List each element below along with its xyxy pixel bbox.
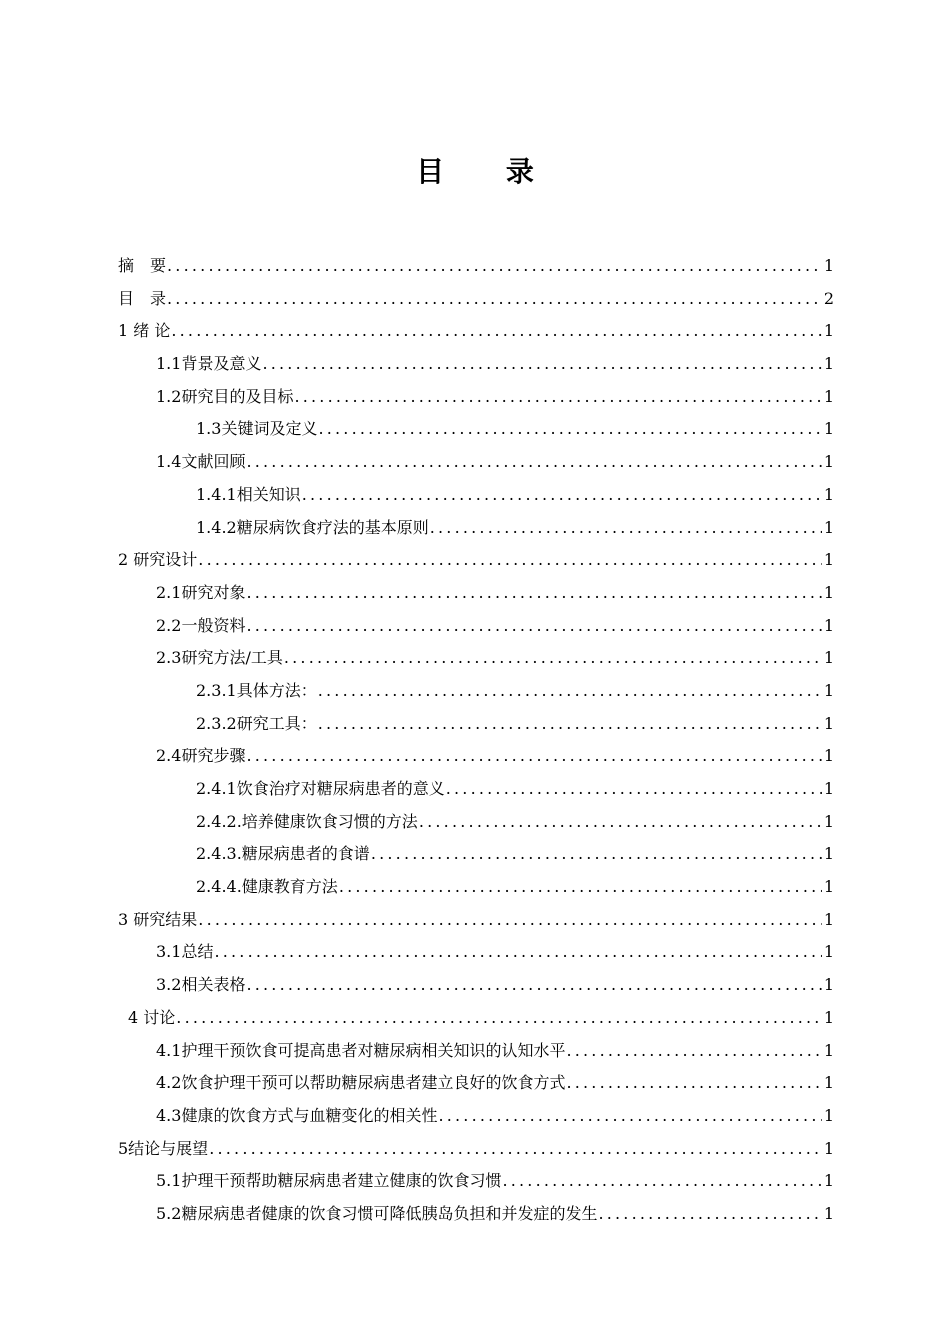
toc-dot-leader xyxy=(446,773,822,806)
toc-entry[interactable] xyxy=(118,838,834,871)
toc-entry-label: 1.4文献回顾 xyxy=(156,452,246,472)
toc-dot-leader xyxy=(371,838,822,871)
toc-dot-leader xyxy=(246,577,821,610)
toc-dot-leader xyxy=(262,348,821,381)
toc-entry-page-number: 1 xyxy=(823,615,834,635)
toc-entry[interactable] xyxy=(118,610,834,643)
toc-entry-label: 5.2糖尿病患者健康的饮食习惯可降低胰岛负担和并发症的发生 xyxy=(156,1203,598,1223)
toc-entry-label: 5结论与展望 xyxy=(118,1138,209,1158)
toc-entry-label: 2.1研究对象 xyxy=(156,582,246,602)
toc-entry[interactable] xyxy=(118,446,834,479)
toc-entry-page-number: 1 xyxy=(823,354,834,374)
toc-dot-leader xyxy=(198,904,822,937)
toc-entry-label: 3.1总结 xyxy=(156,942,214,962)
toc-entry[interactable] xyxy=(118,381,834,414)
toc-entry-page-number: 1 xyxy=(823,1007,834,1027)
toc-entry-page-number: 1 xyxy=(823,975,834,995)
toc-entry[interactable] xyxy=(118,871,834,904)
toc-dot-leader xyxy=(198,544,822,577)
toc-dot-leader xyxy=(318,413,821,446)
toc-entry-page-number: 1 xyxy=(823,386,834,406)
toc-entry[interactable] xyxy=(118,1067,834,1100)
toc-entry-page-number: 1 xyxy=(823,419,834,439)
table-of-contents xyxy=(118,250,834,1231)
toc-entry[interactable] xyxy=(118,348,834,381)
toc-dot-leader xyxy=(176,1002,822,1035)
toc-entry-label: 2.2一般资料 xyxy=(156,615,246,635)
toc-dot-leader xyxy=(246,610,821,643)
toc-entry-label: 2.4.1饮食治疗对糖尿病患者的意义 xyxy=(196,779,445,798)
toc-dot-leader xyxy=(167,250,822,283)
page-title: 目 录 xyxy=(416,155,560,188)
toc-entry-label: 2.3研究方法/工具 xyxy=(156,648,283,668)
toc-entry-label: 3.2相关表格 xyxy=(156,975,246,995)
toc-entry-page-number: 1 xyxy=(823,877,834,897)
toc-entry[interactable] xyxy=(118,283,834,316)
toc-entry-label: 1.4.1相关知识 xyxy=(196,484,301,504)
toc-dot-leader xyxy=(566,1035,821,1068)
toc-entry-page-number: 1 xyxy=(823,452,834,472)
toc-entry[interactable] xyxy=(118,969,834,1002)
toc-entry-label: 1.2研究目的及目标 xyxy=(156,386,294,406)
toc-entry[interactable] xyxy=(118,315,834,348)
toc-entry-page-number: 1 xyxy=(823,517,834,537)
toc-entry-page-number: 1 xyxy=(823,811,834,831)
toc-dot-leader xyxy=(419,806,822,839)
toc-entry-label: 3 研究结果 xyxy=(118,909,198,929)
toc-entry-label: 4.3健康的饮食方式与血糖变化的相关性 xyxy=(156,1105,438,1125)
toc-entry-page-number: 1 xyxy=(823,779,834,798)
toc-entry[interactable] xyxy=(118,1198,834,1231)
toc-entry-label: 5.1护理干预帮助糖尿病患者建立健康的饮食习惯 xyxy=(156,1171,502,1191)
toc-entry-page-number: 1 xyxy=(823,1171,834,1191)
toc-dot-leader xyxy=(246,969,821,1002)
toc-entry-label: 2 研究设计 xyxy=(118,550,198,570)
toc-entry[interactable] xyxy=(118,1002,834,1035)
toc-dot-leader xyxy=(430,512,822,545)
toc-entry[interactable] xyxy=(118,544,834,577)
toc-entry-page-number: 1 xyxy=(823,713,834,733)
toc-entry[interactable] xyxy=(118,740,834,773)
toc-entry-page-number: 1 xyxy=(823,484,834,504)
toc-entry-label: 4 讨论 xyxy=(128,1007,176,1027)
toc-entry-label: 1.1背景及意义 xyxy=(156,354,262,374)
toc-entry-page-number: 1 xyxy=(823,321,834,341)
toc-dot-leader xyxy=(171,315,821,348)
toc-entry-label: 1 绪 论 xyxy=(118,321,171,341)
toc-entry-label: 2.4研究步骤 xyxy=(156,746,246,766)
toc-entry[interactable] xyxy=(118,675,834,708)
toc-entry-label: 2.3.2研究工具： xyxy=(196,713,317,733)
toc-entry[interactable] xyxy=(118,512,834,545)
toc-entry[interactable] xyxy=(118,708,834,741)
toc-dot-leader xyxy=(318,708,822,741)
toc-entry[interactable] xyxy=(118,936,834,969)
toc-entry[interactable] xyxy=(118,773,834,806)
toc-entry[interactable] xyxy=(118,1035,834,1068)
toc-entry-page-number: 1 xyxy=(823,1138,834,1158)
toc-dot-leader xyxy=(294,381,821,414)
toc-dot-leader xyxy=(246,740,821,773)
toc-entry-label: 摘 要 xyxy=(118,256,167,275)
toc-entry-page-number: 1 xyxy=(823,1203,834,1223)
toc-dot-leader xyxy=(284,642,822,675)
toc-entry-page-number: 1 xyxy=(823,844,834,864)
toc-entry[interactable] xyxy=(118,904,834,937)
toc-entry-label: 1.3关键词及定义 xyxy=(196,419,318,439)
toc-entry-page-number: 1 xyxy=(823,1040,834,1060)
toc-entry-page-number: 1 xyxy=(823,680,834,700)
toc-entry-page-number: 1 xyxy=(823,550,834,570)
toc-dot-leader xyxy=(209,1133,822,1166)
toc-entry[interactable] xyxy=(118,642,834,675)
toc-dot-leader xyxy=(438,1100,821,1133)
toc-dot-leader xyxy=(214,936,821,969)
toc-dot-leader xyxy=(566,1067,821,1100)
toc-entry-page-number: 1 xyxy=(823,648,834,668)
toc-entry-label: 目 录 xyxy=(118,288,167,308)
toc-entry[interactable] xyxy=(118,250,834,283)
toc-dot-leader xyxy=(167,283,822,316)
toc-entry-page-number: 1 xyxy=(823,256,834,275)
toc-entry-page-number: 1 xyxy=(823,909,834,929)
toc-entry-label: 2.4.2.培养健康饮食习惯的方法 xyxy=(196,811,418,831)
toc-entry[interactable] xyxy=(118,577,834,610)
toc-entry[interactable] xyxy=(118,413,834,446)
toc-entry-label: 2.3.1具体方法： xyxy=(196,680,317,700)
toc-dot-leader xyxy=(246,446,821,479)
toc-entry-label: 4.2饮食护理干预可以帮助糖尿病患者建立良好的饮食方式 xyxy=(156,1073,566,1093)
toc-entry[interactable] xyxy=(118,1165,834,1198)
toc-entry-label: 2.4.4.健康教育方法 xyxy=(196,877,338,897)
toc-entry-page-number: 1 xyxy=(823,1105,834,1125)
toc-dot-leader xyxy=(318,675,822,708)
toc-entry[interactable] xyxy=(118,1100,834,1133)
toc-dot-leader xyxy=(502,1165,821,1198)
toc-entry[interactable] xyxy=(118,479,834,512)
toc-entry-page-number: 1 xyxy=(823,746,834,766)
toc-entry-page-number: 1 xyxy=(823,1073,834,1093)
toc-entry[interactable] xyxy=(118,806,834,839)
toc-dot-leader xyxy=(339,871,822,904)
toc-dot-leader xyxy=(302,479,822,512)
toc-entry-page-number: 1 xyxy=(823,942,834,962)
toc-entry-label: 4.1护理干预饮食可提高患者对糖尿病相关知识的认知水平 xyxy=(156,1040,566,1060)
toc-entry-label: 1.4.2糖尿病饮食疗法的基本原则 xyxy=(196,517,429,537)
toc-entry[interactable] xyxy=(118,1133,834,1166)
toc-entry-label: 2.4.3.糖尿病患者的食谱 xyxy=(196,844,370,864)
toc-entry-page-number: 2 xyxy=(823,288,834,308)
toc-entry-page-number: 1 xyxy=(823,582,834,602)
toc-dot-leader xyxy=(598,1198,821,1231)
